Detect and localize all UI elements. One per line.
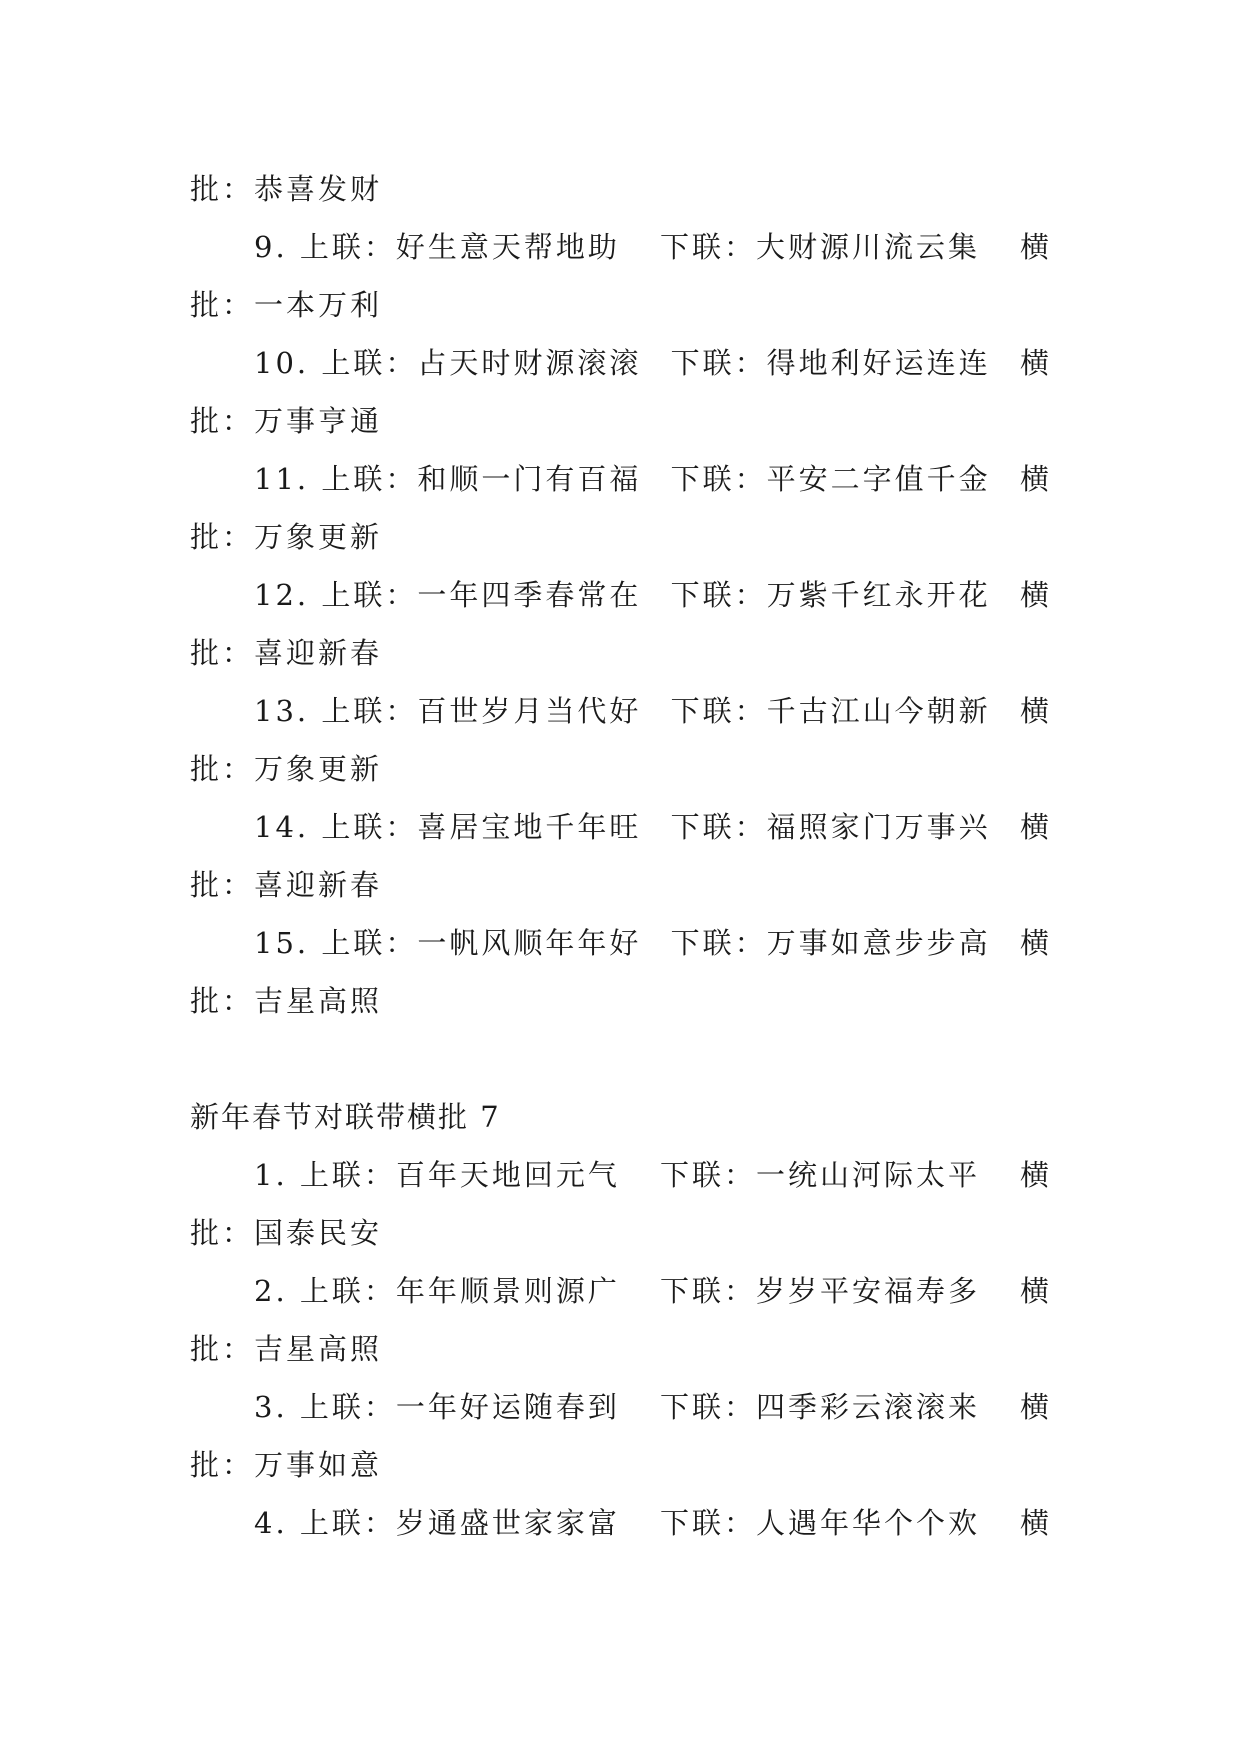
couplet-lower: 下联：万事如意步步高 xyxy=(670,926,991,960)
couplet-number-upper: 3. 上联：一年好运随春到 xyxy=(254,1390,620,1424)
couplet-number-upper: 4. 上联：岁通盛世家家富 xyxy=(254,1506,620,1540)
couplet-heng-line: 批：吉星高照 xyxy=(190,984,383,1018)
couplet-line xyxy=(190,450,1052,508)
continuation-line: 批：恭喜发财 xyxy=(190,172,383,206)
couplet-heng-start: 横 xyxy=(1019,346,1052,380)
couplet-heng-start: 横 xyxy=(1019,578,1052,612)
couplet-line xyxy=(190,682,1052,740)
couplet-heng-start: 横 xyxy=(1019,1274,1052,1308)
couplet-lower: 下联：得地利好运连连 xyxy=(670,346,991,380)
couplet-line xyxy=(190,1146,1052,1204)
couplet-lower: 下联：大财源川流云集 xyxy=(659,230,980,264)
couplet-heng-start: 横 xyxy=(1019,462,1052,496)
couplet-heng-line: 批：喜迎新春 xyxy=(190,868,383,902)
couplet-lower: 下联：一统山河际太平 xyxy=(659,1158,980,1192)
couplet-number-upper: 12. 上联：一年四季春常在 xyxy=(254,578,642,612)
couplet-lower: 下联：平安二字值千金 xyxy=(670,462,991,496)
couplet-heng-start: 横 xyxy=(1019,694,1052,728)
section-spacer xyxy=(190,1030,1052,1088)
couplet-number-upper: 11. 上联：和顺一门有百福 xyxy=(254,462,642,496)
couplet-heng-start: 横 xyxy=(1019,926,1052,960)
couplet-lower: 下联：岁岁平安福寿多 xyxy=(659,1274,980,1308)
couplet-heng-line: 批：国泰民安 xyxy=(190,1216,383,1250)
couplet-number-upper: 10. 上联：占天时财源滚滚 xyxy=(254,346,642,380)
couplet-lower: 下联：人遇年华个个欢 xyxy=(659,1506,980,1540)
couplet-heng-start: 横 xyxy=(1019,810,1052,844)
couplet-lower: 下联：万紫千红永开花 xyxy=(670,578,991,612)
couplet-line xyxy=(190,566,1052,624)
couplet-number-upper: 1. 上联：百年天地回元气 xyxy=(254,1158,620,1192)
couplet-heng-line: 批：一本万利 xyxy=(190,288,383,322)
couplet-heng-start: 横 xyxy=(1019,1158,1052,1192)
couplet-line xyxy=(190,218,1052,276)
couplet-lower: 下联：千古江山今朝新 xyxy=(670,694,991,728)
couplet-line xyxy=(190,1262,1052,1320)
couplet-heng-start: 横 xyxy=(1019,230,1052,264)
couplet-lower: 下联：四季彩云滚滚来 xyxy=(659,1390,980,1424)
couplet-heng-line: 批：万象更新 xyxy=(190,520,383,554)
couplet-heng-start: 横 xyxy=(1019,1506,1052,1540)
couplet-lower: 下联：福照家门万事兴 xyxy=(670,810,991,844)
couplet-number-upper: 9. 上联：好生意天帮地助 xyxy=(254,230,620,264)
couplet-heng-line: 批：万象更新 xyxy=(190,752,383,786)
couplet-line xyxy=(190,334,1052,392)
couplet-heng-line: 批：喜迎新春 xyxy=(190,636,383,670)
document-body xyxy=(190,160,1052,1552)
couplet-heng-line: 批：万事亨通 xyxy=(190,404,383,438)
section-heading: 新年春节对联带横批 7 xyxy=(190,1100,501,1134)
couplet-line xyxy=(190,798,1052,856)
couplet-number-upper: 2. 上联：年年顺景则源广 xyxy=(254,1274,620,1308)
couplet-heng-line: 批：吉星高照 xyxy=(190,1332,383,1366)
couplet-line xyxy=(190,914,1052,972)
couplet-heng-start: 横 xyxy=(1019,1390,1052,1424)
couplet-line xyxy=(190,1494,1052,1552)
couplet-number-upper: 14. 上联：喜居宝地千年旺 xyxy=(254,810,642,844)
couplet-number-upper: 13. 上联：百世岁月当代好 xyxy=(254,694,642,728)
couplet-heng-line: 批：万事如意 xyxy=(190,1448,383,1482)
couplet-line xyxy=(190,1378,1052,1436)
couplet-number-upper: 15. 上联：一帆风顺年年好 xyxy=(254,926,642,960)
